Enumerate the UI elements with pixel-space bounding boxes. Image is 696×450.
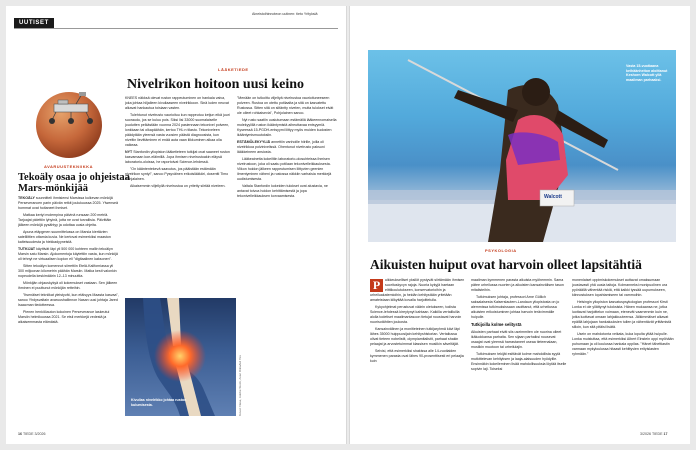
header-rule xyxy=(14,28,338,29)
photo-credit: Kuvat: Nasa, Adobe Stock, Avan Dikia/Ed Yes xyxy=(238,355,242,416)
mars-headline: Tekoäly osaa jo ohjeistaa Mars-mönkijää xyxy=(18,172,130,194)
left-page-footer: 16 TIEDE 3/2026 xyxy=(18,432,46,436)
athletics-headline: Aikuisten huiput ovat harvoin olleet lapsitähtiä xyxy=(370,257,642,272)
knee-image-caption: Kivulias nivelrikko johtaa ruston kulumisesta. xyxy=(131,398,187,407)
knee-headline: Nivelrikon hoitoon uusi keino xyxy=(127,77,304,92)
mars-rover-icon xyxy=(44,90,100,130)
mars-kicker: AVARUUSTEKNIIKKA xyxy=(44,164,93,169)
left-page xyxy=(6,6,346,444)
right-page-footer: 3/2026 TIEDE 17 xyxy=(640,432,668,436)
knee-body-col1: KNEES näkksä olevat ruston rappeutuminen on hankala vaiva, joka johtaa hiljalleen kivuliaaseen nivelrikkoon. Sinä luden neuvat alkavat hankautua toisiaan vasten. Tulehtunut nivelrusto vaurioituu kun rappeutuu ketjun eikä juuri suoraudu, jos se kuluu pois. Siksi lisi 33000 suomalaiselle joudutten pelkästään vuonna 2024 pasiennaan tekonivel polveen, lonkkaan tai olkapäähän, kertoo THL:n tilasto. Tekoniveleen päädytään yleensä vasta vuosien päästä diagnoosista, kun niveltin lievittäminen ei enää auta vaan liikkuminen alkaa olla vaikeaa. NYT Stanfordin yliopiston lääketieteen tutkijat ovat saaneet ruston kasvamaan koe-eläimillä. Jopa ihmisen nivelrustoakin eläysä laboratorio-oloissa, he raportoivat Science-lehdessä. "On kääntentekevä saavutus, jos pääistään estämään nivelrikon syntyi", sanoo Pysyväinen erikoislääkäri, dosentti Timo Pohjalainen. Aikaisemmin viljellyllä nivelrustoa on yritetty siirtää niveleen. xyxy=(125,96,230,188)
section-tag: UUTISET xyxy=(14,18,54,28)
right-page xyxy=(350,6,690,444)
knee-illustration xyxy=(125,298,236,416)
dropcap-letter: P xyxy=(370,279,383,292)
photo-caption: Vasta 15-vuotiaana keihäänheiton aloittanut Keshorn Walcott yllä maailman parhaaksi. xyxy=(626,64,668,82)
mars-body: TEKOÄLY suunnitteli ihmisiensi Marsissa kulkevan mönkijä Perseverancen parin päivän retkit joulukuussa 2025. Ylwenseä hommat ovat hoitaneet ihmiset. Matkaa kertyi molempina päivinä runsaan 200 metriä. Tarjoajat pidettiin lyhyinä, jotta ne ovat turvallisia. Päivittäin jälkeen mönkijä pysähtyy ja odottaa uusia ohjeita. Apuna etäpgmen suunnittelussa on Marsia kiertävien satelliittien ottamia kuvia. Ne kertovat esimerkiksi maaston kalteisuudesta ja hiekkadyyneistä. TUTKIJAT käyttivät läpi yli 500 000 kohteen mallin tekoälyn Marsin satu Marsin. Ajokomentoja käytettiin vasta, kun mönkijä oli tehnyt ne virtuaalisen kopion eli "digitaalinen kaksonen". Sitten tekoälyn komennot siirrettiin Etelä-Kaliforniassa yli 300 miljoonan kilometrin päähän Marsiin. Matka kesti valonkin nopeudella keskimäärin 12–13 minuuttia. Mönkijän ohjauskykyä oli kokemukset vastaan. Sen jälkeen ihminen ei puuttunut mönkijän retteihin. "Itsenäiset tekniikat yleistyvät, kun etäisyys Maasta kasvaa", sanoo Yhdysvaltain avaruushallinnon Nasan uusi johtaja Jared Isaacman tiedotteessa. Pienen henkilöauton kokoinen Perseverance laskeutui Marsiin helmikuussa 2021. Se etsii merkkejä vedestä ja aikaisemmasta elämästä. xyxy=(18,196,119,324)
athletics-body-col3: monenlaiset oppimiskokemukset auttavat omaksumaan joustavasti yhä uusia taitoja. Kolmanneksi monipuolinen ura pyöräällä vähentää riskiä, että kaikki tyssää uupumukseen, kiinnostuksen lopahtamiseen tai vammoihin. Helsingin yliopiston kasvatuspsykologian professori Kirsti Lonka ei ole yllättynyt tuloksista. Hänen mukaansa ne, jotka luottavat harjoittelun voimaan, etenevät vaarnenmin kuin ne, jotka luottavat omaan lahjakkuuteensa. Jälkimmäiset alkavat epäillä lahjojaan hankaluuksien tullen ja vähentävät yrittämistä silloin, kun sitä pitäisi lisätä. Usein on mahdotonta veikata, kuka lopulta yltää huipulle. Lonka muistuttaa, että esimerkiksi Albert Einstein oppi myöhään puhumaan ja oli koulussa hankala oppilas. "Hänet tähettiastin varmaan mykyloulussa hitaasti kehittyvien erityislasten ryhmään." xyxy=(572,278,674,356)
header-text: Aineistoihinnoteon uutinen: tieto Yrityksiä xyxy=(252,12,318,16)
knee-body-col2: "Menään on tutkoittu viljeltyä nivelrustoa vaurioituneeseen polveen. Rustoa on otettu potilaalta ja sitä on kasvatettu Rustossa. Sitten sitä on siitäntty nivelen, mutta tulokset eivät ole olleet rohkaisevia", Pohjolainen sanoo. Nyt rusto saatiin uusiutumaan estämällä lääkeennomaisella molekyylillä ruston ikääntymistä aiheuttavaa entsyymiä. Kyseessä 15-PGDH-entsyymi liittyy myös muiden kudosten ikääntymismuutoksiin. ESTÄMÖLEKYYLIÄ annettiin vanhoille hiirille, joilla oli nivelrikkoa polvinivelissä. Ohentunut nivelrusto paksuni lääkkeineen ansiosta. Lääkeainetta kokeiltiin laboratorio-olosuhteissa ihmisen nivelrustoon, joka oli saatu potilaan tekonivelleikkauksesta. Viikon hoidon jälkeen rappeutumisen liittyvien geenien ilmentyminen väheni ja rustossa näkkiin varhaisia merkkejä uudistumisesta. Valtala Stanfordin kokeiden tulokset ovat alustavia, ne antavat toivoa hoidon kehittämisestä ja jopa tekonivelleikkauksen korvaamisesta. xyxy=(237,96,337,198)
athlete-bib: Walcott xyxy=(544,194,562,200)
athletics-body-col2: maailman kymmenen parasta aikuista myöhemmin. Sama pätee urheilussa nuorten ja aikuisten kansainvälisen tason mitalisteihin. Tutkimuksen johtaja, professori Arne Güllich saksalaisesta Kaiserslautern-Landaun yliopistosta on jo aiemmissa tutkimuksissaan osoittanut, että urheilussa aikuisten erikoistuminen johtaa harvoin terävimmälle huipulle. Tutkijoilla kolme selitystä Aikuisten parhaat eivät siis useimmiten ole nuorina olleet ikäluokkansa parhaita. Sen sijaan parhaiksi nousevat osaajat ovat yleensä harrastaneet useaa tieteenalaan, musiikin muotoon tai urheilulajin. Tutkimuksen tekijät esittävät kolme mahdollista syytä mutkittelevan kehityksen ja laaja-alaisuuden hyödyille. Ensinnäkin kokeileminen lisää mahdollisuuksia löytää itselle sopivin laji. Toiseksi xyxy=(471,278,567,371)
athletics-body-col1: P uikkeukselliset yksilöt pystyvät siirtämään ihmisen suorituskyvyn rajoja. Nuoria kykyjä haetaan elittikoulutukseen, konservatorioihin ja urheiluakatemioihin, ja heidän kehitystään yritetään amateistaan kilkyttää kovalla harjoittelulla. Kykyohjelmat perustuvat väärin oletukseen, todista Science-lehdessä kireytynyt kahtaan. Kaikilla vertailluilla alolla todetiset maailmantasoon tietujat noustavat harvoin nuorisotähtien joukosta. Kansainvälinen ja monitieteinen tutkijaryhmä kävi läpi lähes 35000 huippuosijain kehityshistorian. Vertailussa olivat tieteen nobelistit, olympiamitalistit, parhaat shakin pelaajat ja arvostetuimmat klassisen musiikin säveltäjät. Selvisi, että esimerkiksi shakissa alle 14-vuotiaiden kymmenen parasta ovat lähes 90-prosenttisesti eri pelaajia kuin xyxy=(370,278,465,363)
knee-kicker: LÄÄKETIEDE xyxy=(218,67,249,72)
athletics-kicker: PSYKOLOGIA xyxy=(485,248,517,253)
athletics-subheading: Tutkijoilla kolme selitystä xyxy=(471,322,522,327)
athlete-photo xyxy=(368,50,676,242)
